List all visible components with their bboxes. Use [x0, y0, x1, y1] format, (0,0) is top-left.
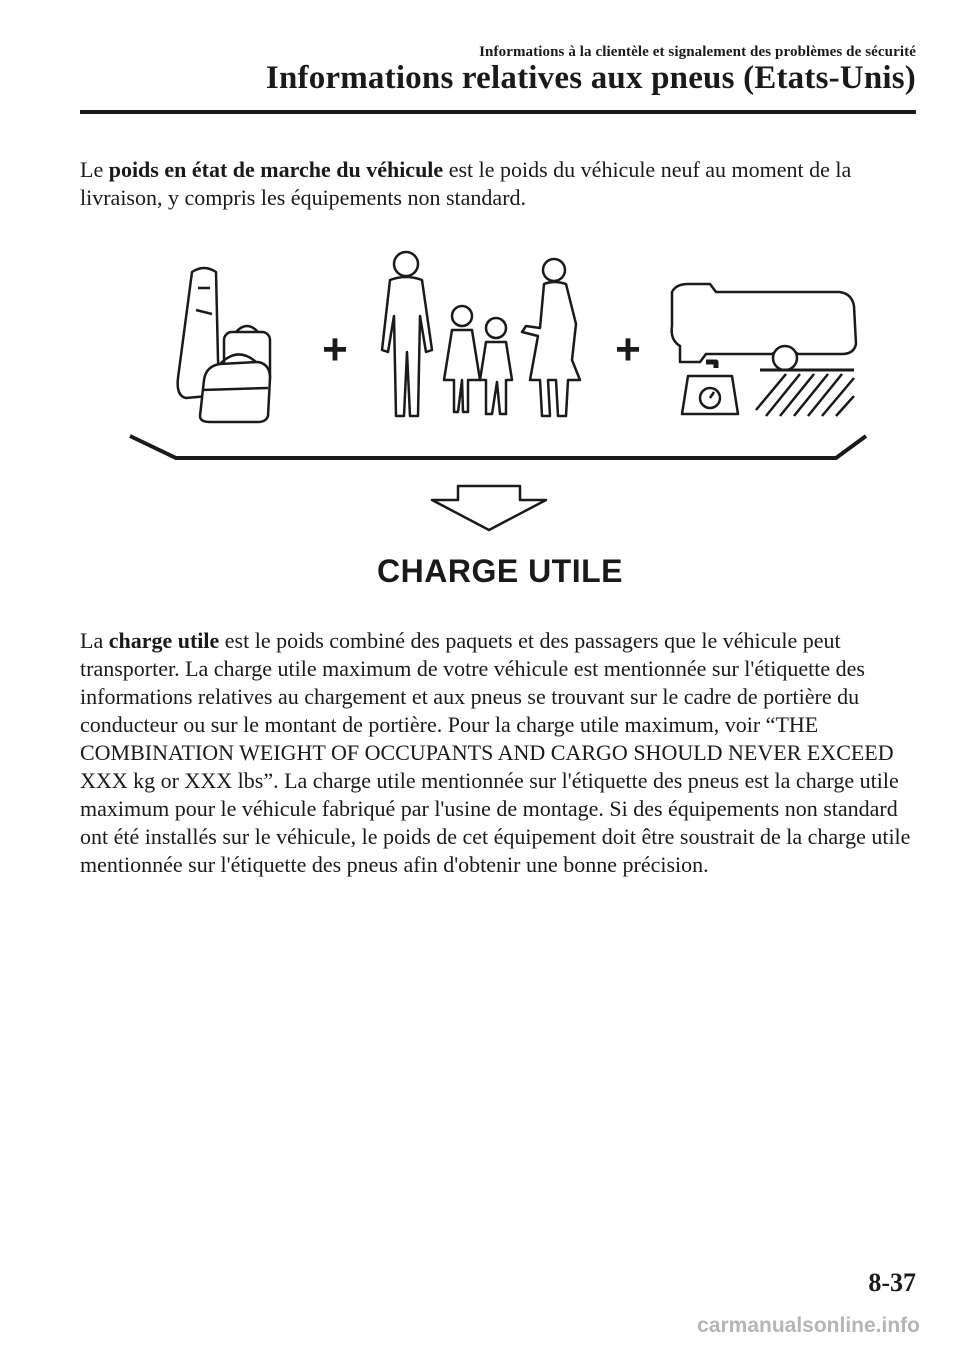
grouping-bracket — [130, 436, 866, 458]
paragraph-curb-weight — [80, 156, 920, 212]
passengers-icon — [382, 252, 580, 416]
payload-illustration — [120, 240, 880, 600]
vehicle-on-scale-icon — [672, 284, 856, 416]
page-number: 8-37 — [868, 1268, 916, 1297]
down-arrow-icon — [432, 486, 546, 530]
header-rule — [80, 110, 916, 114]
paragraph-body: est le poids combiné des paquets et des passagers que le véhicule peut transporter. La charge utile maximum de votre véhicule est mentionnée sur l'étiquette des informations relatives au chargement et aux pneus se trouvant sur le cadre de portière du conducteur ou sur le montant de portière. Pour la charge utile maximum, voir “THE COMBINATION WEIGHT OF OCCUPANTS AND CARGO SHOULD NEVER EXCEED XXX kg or XXX lbs”. La charge utile mentionnée sur l'étiquette des pneus est la charge utile maximum pour le véhicule fabriqué par l'usine de montage. Si des équipements non standard ont été installés sur le véhicule, le poids de cet équipement doit être soustrait de la charge utile mentionnée sur l'étiquette des pneus afin d'obtenir une bonne précision. — [80, 628, 911, 877]
paragraph-payload — [80, 627, 920, 879]
plus-sign-2: + — [615, 325, 641, 374]
luggage-icon — [178, 268, 270, 422]
section-subtitle: Informations à la clientèle et signalement des problèmes de sécurité — [479, 44, 916, 60]
paragraph-lead: La — [80, 628, 109, 653]
term-curb-weight: poids en état de marche du véhicule — [108, 157, 444, 182]
term-payload: charge utile — [108, 628, 220, 653]
paragraph-lead: Le — [80, 157, 109, 182]
paragraph-body: est le poids du véhicule neuf au moment de la livraison, y compris les équipements non standard. — [80, 157, 852, 210]
plus-sign-1: + — [322, 325, 348, 374]
watermark: carmanualsonline.info — [697, 1314, 920, 1337]
payload-label: CHARGE UTILE — [377, 553, 623, 589]
section-title: Informations relatives aux pneus (Etats-Unis) — [265, 60, 916, 96]
